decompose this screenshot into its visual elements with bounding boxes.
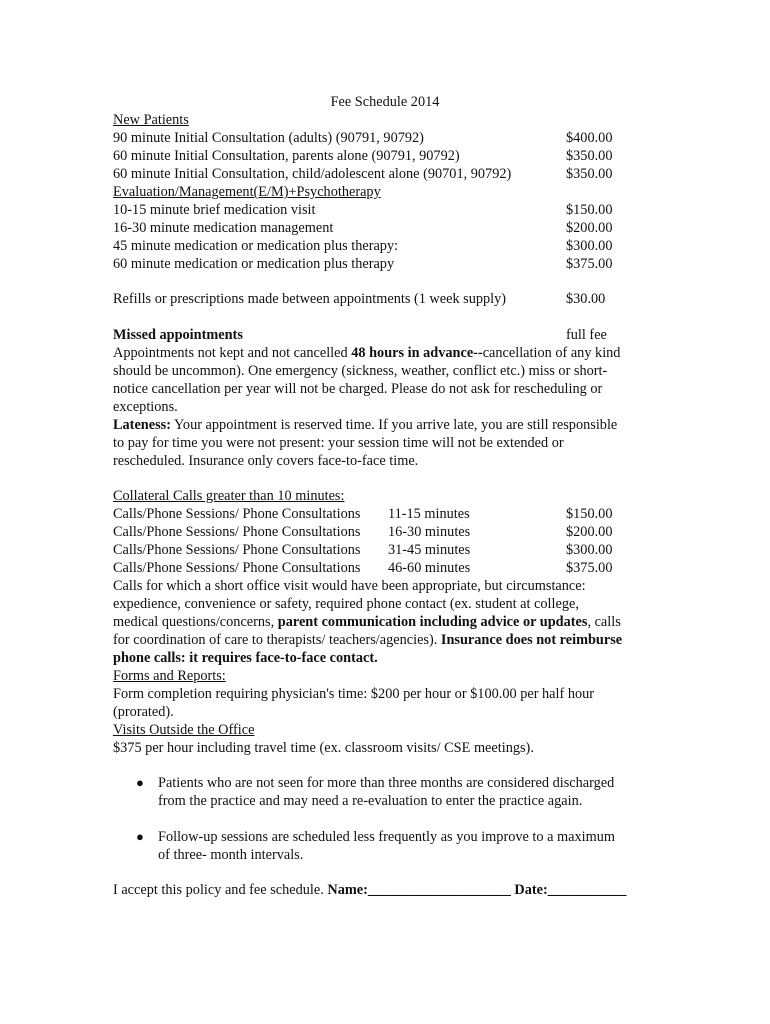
call-item-fee: $375.00 (566, 560, 613, 576)
fee-item-amount: $350.00 (566, 148, 613, 164)
section-heading-em: Evaluation/Management(E/M)+Psychotherapy (113, 184, 381, 200)
call-item-fee: $300.00 (566, 542, 613, 558)
section-heading-forms-reports: Forms and Reports: (113, 668, 226, 684)
call-item-label: Calls/Phone Sessions/ Phone Consultations (113, 542, 361, 558)
call-item-label: Calls/Phone Sessions/ Phone Consultations (113, 524, 361, 540)
call-item-duration: 11-15 minutes (388, 506, 470, 522)
fee-item-amount: $375.00 (566, 256, 613, 272)
visits-line-1: $375 per hour including travel time (ex. classroom visits/ CSE meetings). (113, 740, 534, 756)
name-label: Name: (327, 882, 368, 898)
call-item-fee: $150.00 (566, 506, 613, 522)
refills-fee: $30.00 (566, 291, 606, 307)
collateral-emphasis: Insurance does not reimburse (440, 632, 623, 648)
missed-line-1 (113, 344, 620, 362)
collateral-paragraph-line-3 (113, 613, 621, 631)
call-item-fee: $200.00 (566, 524, 613, 540)
missed-text: cancellation of any kind (482, 345, 621, 361)
missed-emphasis: 48 hours in advance-- (351, 345, 483, 361)
missed-line-4: exceptions. (113, 399, 178, 415)
section-heading-collateral-calls: Collateral Calls greater than 10 minutes: (113, 488, 345, 504)
lateness-line-2: to pay for time you were not present: your session time will not be extended or (113, 435, 564, 451)
lateness-line-1 (113, 416, 617, 434)
missed-appointments-fee: full fee (566, 327, 607, 343)
collateral-paragraph-line-5: phone calls: it requires face-to-face contact. (113, 650, 378, 666)
collateral-emphasis: parent communication including advice or updates (277, 614, 588, 630)
collateral-text: , calls (587, 614, 621, 630)
call-item-duration: 46-60 minutes (388, 560, 471, 576)
name-field[interactable]: ____________________ (367, 882, 511, 898)
bullet-text-line-2: of three- month intervals. (158, 847, 304, 863)
lateness-label: Lateness: (113, 417, 171, 433)
section-heading-new-patients: New Patients (113, 112, 189, 128)
call-item-duration: 16-30 minutes (388, 524, 471, 540)
call-item-label: Calls/Phone Sessions/ Phone Consultations (113, 506, 361, 522)
fee-item-label: 60 minute Initial Consultation, child/adolescent alone (90701, 90792) (113, 166, 512, 182)
bullet-icon: ● (136, 829, 144, 844)
acceptance-text: I accept this policy and fee schedule. (113, 882, 328, 898)
bullet-text-line-2: from the practice and may need a re-evaluation to enter the practice again. (158, 793, 583, 809)
call-item-duration: 31-45 minutes (388, 542, 471, 558)
section-heading-visits-outside: Visits Outside the Office (113, 722, 255, 738)
date-label: Date: (510, 882, 548, 898)
missed-text: Appointments not kept and not cancelled (113, 345, 352, 361)
date-field[interactable]: ___________ (547, 882, 627, 898)
bullet-text-line-1: Follow-up sessions are scheduled less frequently as you improve to a maximum (158, 829, 616, 845)
bullet-text-line-1: Patients who are not seen for more than three months are considered discharged (158, 775, 615, 791)
refills-label: Refills or prescriptions made between appointments (1 week supply) (113, 291, 507, 307)
collateral-paragraph-line-2: expedience, convenience or safety, required phone contact (ex. student at college, (113, 596, 579, 612)
collateral-text: for coordination of care to therapists/ teachers/agencies). (113, 632, 441, 648)
forms-line-2: (prorated). (113, 704, 174, 720)
fee-item-label: 60 minute Initial Consultation, parents alone (90791, 90792) (113, 148, 460, 164)
bullet-icon: ● (136, 775, 144, 790)
collateral-text: medical questions/concerns, (113, 614, 278, 630)
document-title: Fee Schedule 2014 (330, 94, 440, 110)
collateral-paragraph-line-4 (113, 631, 622, 649)
fee-item-amount: $300.00 (566, 238, 613, 254)
fee-item-label: 16-30 minute medication management (113, 220, 334, 236)
missed-line-2: should be uncommon). One emergency (sickness, weather, conflict etc.) miss or short- (113, 363, 608, 379)
forms-line-1: Form completion requiring physician's time: $200 per hour or $100.00 per half hour (113, 686, 595, 702)
fee-item-amount: $400.00 (566, 130, 613, 146)
missed-appointments-heading: Missed appointments (113, 327, 243, 343)
fee-item-label: 10-15 minute brief medication visit (113, 202, 316, 218)
fee-item-label: 90 minute Initial Consultation (adults) (90791, 90792) (113, 130, 424, 146)
call-item-label: Calls/Phone Sessions/ Phone Consultations (113, 560, 361, 576)
lateness-text: Your appointment is reserved time. If you arrive late, you are still responsible (170, 417, 618, 433)
fee-item-amount: $150.00 (566, 202, 613, 218)
fee-item-amount: $350.00 (566, 166, 613, 182)
fee-item-label: 45 minute medication or medication plus therapy: (113, 238, 399, 254)
fee-item-label: 60 minute medication or medication plus therapy (113, 256, 395, 272)
acceptance-line (113, 881, 626, 899)
missed-line-3: notice cancellation per year will not be charged. Please do not ask for rescheduling or (113, 381, 603, 397)
fee-item-amount: $200.00 (566, 220, 613, 236)
collateral-paragraph-line-1: Calls for which a short office visit would have been appropriate, but circumstance: (113, 578, 586, 594)
lateness-line-3: rescheduled. Insurance only covers face-to-face time. (113, 453, 419, 469)
